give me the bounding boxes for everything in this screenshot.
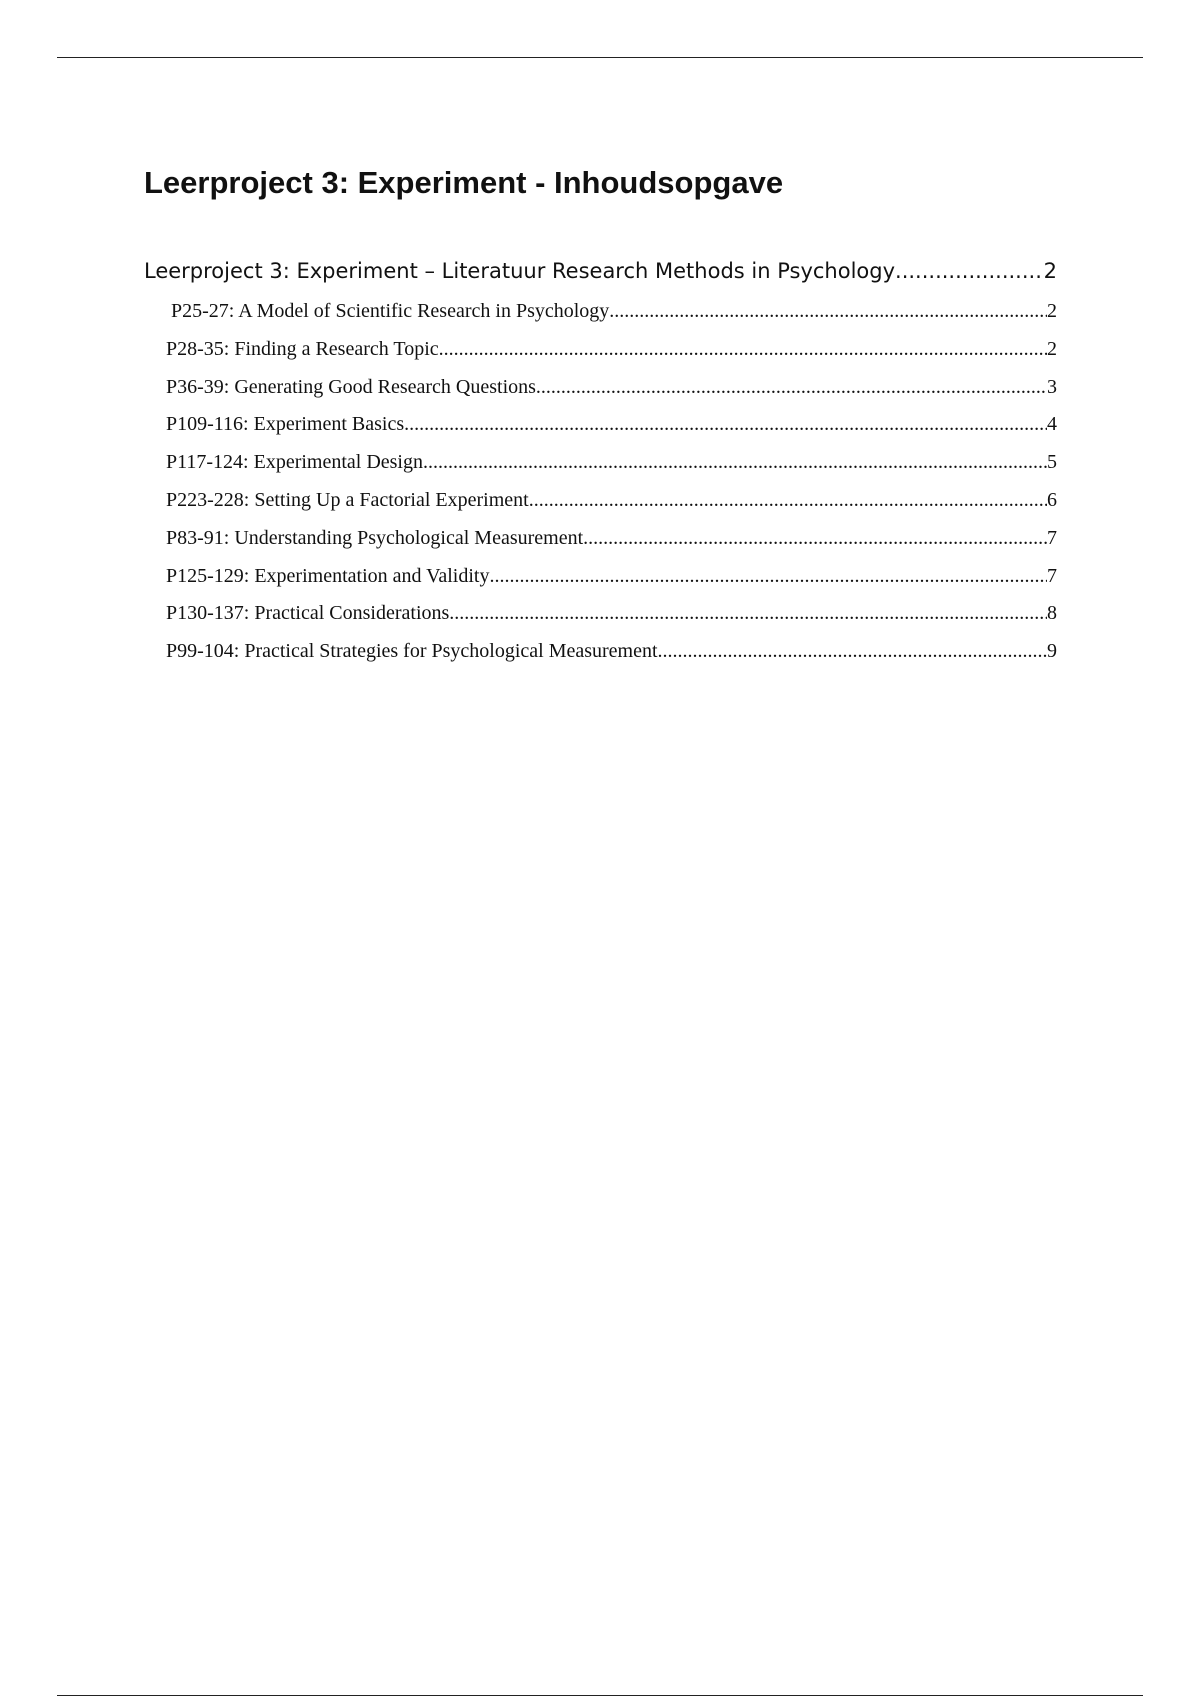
table-of-contents bbox=[144, 254, 1057, 671]
toc-entry[interactable] bbox=[144, 331, 1057, 369]
toc-dot-leader bbox=[529, 482, 1047, 520]
toc-entry[interactable] bbox=[144, 406, 1057, 444]
page-title: Leerproject 3: Experiment - Inhoudsopgave bbox=[144, 165, 784, 200]
toc-entry[interactable] bbox=[144, 633, 1057, 671]
toc-entry-text: P25-27: A Model of Scientific Research in Psychology bbox=[171, 300, 610, 322]
toc-entry[interactable] bbox=[144, 595, 1057, 633]
toc-entry[interactable] bbox=[144, 369, 1057, 407]
toc-page-number: 8 bbox=[1047, 602, 1057, 625]
toc-page-number: 2 bbox=[1047, 337, 1057, 360]
toc-page-number: 4 bbox=[1047, 413, 1057, 436]
toc-page-number: 9 bbox=[1047, 640, 1057, 663]
toc-entry-text: P125-129: Experimentation and Validity bbox=[166, 564, 490, 587]
toc-entry-text: P99-104: Practical Strategies for Psychological Measurement bbox=[166, 640, 658, 663]
toc-dot-leader bbox=[489, 558, 1047, 596]
toc-dot-leader bbox=[895, 254, 1044, 288]
toc-page-number: 3 bbox=[1047, 375, 1057, 398]
toc-dot-leader bbox=[439, 331, 1047, 369]
header-rule bbox=[57, 57, 1143, 58]
toc-dot-leader bbox=[583, 520, 1047, 558]
toc-page-number: 7 bbox=[1047, 526, 1057, 549]
toc-dot-leader bbox=[404, 406, 1047, 444]
toc-main-entry[interactable] bbox=[144, 254, 1057, 288]
toc-page-number: 5 bbox=[1047, 451, 1057, 474]
toc-page-number: 6 bbox=[1047, 488, 1057, 511]
toc-page-number: 2 bbox=[1043, 259, 1057, 283]
toc-dot-leader bbox=[423, 444, 1047, 482]
toc-entry-text: P130-137: Practical Considerations bbox=[166, 602, 450, 625]
toc-dot-leader bbox=[658, 633, 1047, 671]
toc-entry-text: P223-228: Setting Up a Factorial Experiment bbox=[166, 488, 529, 511]
toc-entry-text: P117-124: Experimental Design bbox=[166, 451, 423, 474]
toc-entry[interactable] bbox=[144, 293, 1057, 331]
toc-dot-leader bbox=[609, 293, 1047, 331]
toc-entry-text: P83-91: Understanding Psychological Measurement bbox=[166, 526, 584, 549]
toc-entry-text: P28-35: Finding a Research Topic bbox=[166, 337, 439, 360]
toc-entry[interactable] bbox=[144, 482, 1057, 520]
toc-dot-leader bbox=[449, 595, 1047, 633]
toc-page-number: 7 bbox=[1047, 564, 1057, 587]
toc-entry-text: P36-39: Generating Good Research Questions bbox=[166, 375, 536, 398]
toc-entry[interactable] bbox=[144, 444, 1057, 482]
toc-entry-text: Leerproject 3: Experiment – Literatuur Research Methods in Psychology bbox=[144, 259, 896, 283]
toc-entry[interactable] bbox=[144, 520, 1057, 558]
toc-entry-text: P109-116: Experiment Basics bbox=[166, 413, 405, 436]
footer-rule bbox=[57, 1695, 1143, 1696]
toc-entry[interactable] bbox=[144, 558, 1057, 596]
toc-dot-leader bbox=[536, 369, 1047, 407]
toc-page-number: 2 bbox=[1047, 300, 1057, 322]
